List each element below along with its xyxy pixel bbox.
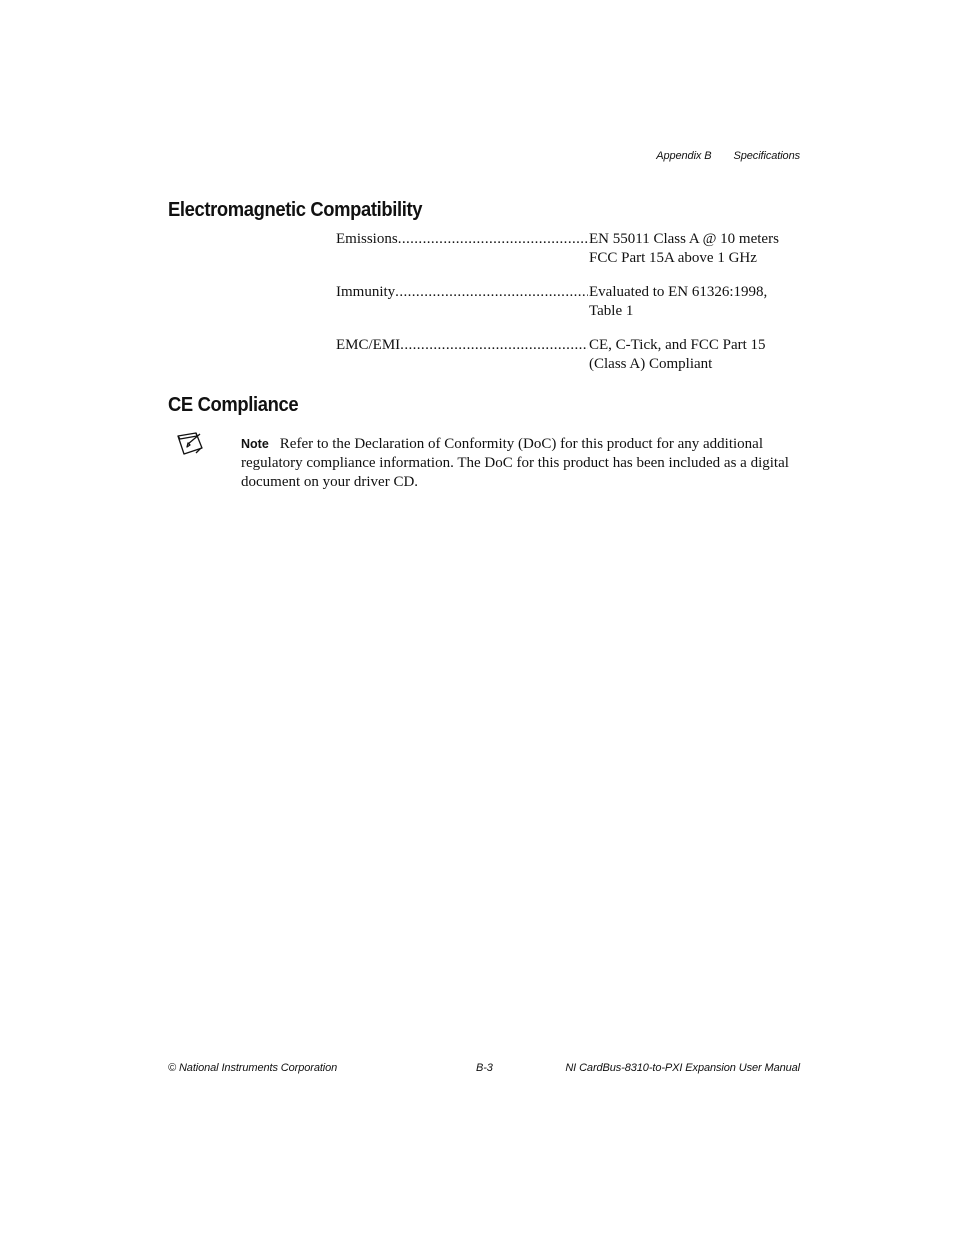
spec-label: [336, 283, 588, 321]
spec-label: [336, 336, 588, 374]
spec-label-text: Immunity: [336, 284, 396, 300]
spec-value-line: Table 1: [589, 303, 634, 319]
spec-value: [588, 283, 806, 321]
dot-leader: [398, 230, 588, 268]
dot-leader: [395, 283, 588, 321]
spec-value: [588, 336, 806, 374]
emc-heading: Electromagnetic Compatibility: [168, 199, 423, 221]
spec-row-immunity: [336, 283, 806, 321]
spec-row-emc-emi: [336, 336, 806, 374]
spec-label: [336, 230, 588, 268]
spec-value-line: Evaluated to EN 61326:1998,: [589, 284, 768, 300]
running-header: [656, 150, 800, 162]
spec-label-text: Emissions: [336, 231, 398, 247]
note-text: Refer to the Declaration of Conformity (DoC) for this product for any additional regulatory compliance information. The DoC for this product has been included as a digital document on your driver CD.: [241, 436, 789, 490]
spec-value-line: (Class A) Compliant: [589, 356, 713, 372]
spec-label-text: EMC/EMI: [336, 337, 401, 353]
header-appendix: Appendix B: [656, 150, 712, 162]
spec-value-line: EN 55011 Class A @ 10 meters: [589, 231, 779, 247]
note-block: [241, 435, 807, 492]
spec-row-emissions: [336, 230, 806, 268]
header-section: Specifications: [733, 150, 800, 162]
note-label: Note: [241, 437, 269, 451]
footer-copyright: © National Instruments Corporation: [168, 1062, 338, 1074]
footer-manual-title: NI CardBus-8310-to-PXI Expansion User Manual: [565, 1062, 800, 1074]
spec-value-line: FCC Part 15A above 1 GHz: [589, 250, 757, 266]
ce-heading: CE Compliance: [168, 394, 299, 416]
note-icon: [176, 432, 206, 456]
dot-leader: [400, 336, 588, 374]
emc-spec-list: [336, 230, 806, 389]
spec-value: [588, 230, 806, 268]
footer-page-number: B-3: [476, 1062, 493, 1074]
spec-value-line: CE, C-Tick, and FCC Part 15: [589, 337, 766, 353]
